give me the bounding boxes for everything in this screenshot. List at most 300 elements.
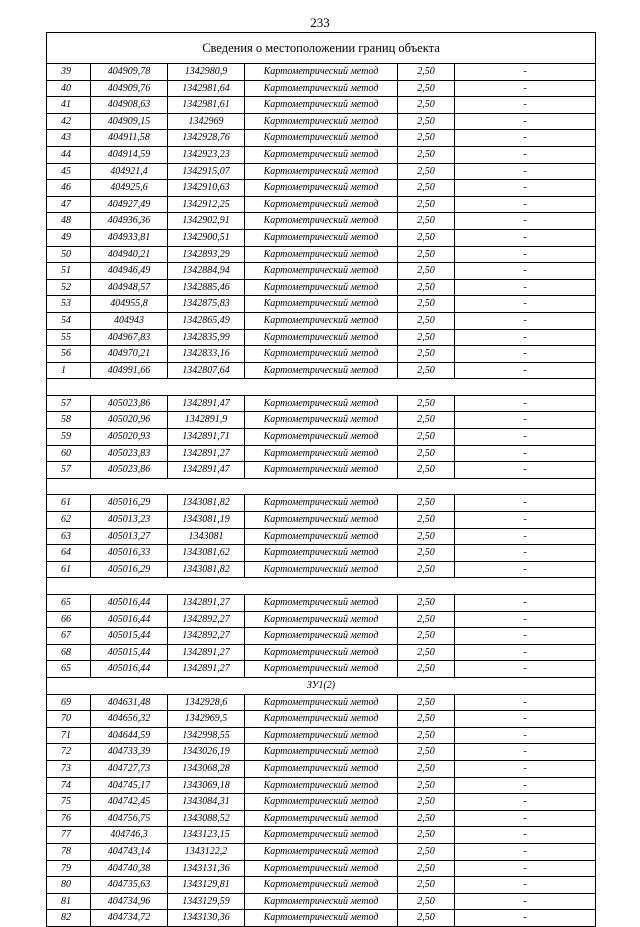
point-number-cell: 78: [47, 844, 91, 860]
y-coordinate-cell: 1342884,94: [168, 263, 245, 279]
description-cell: -: [523, 713, 527, 725]
y-coordinate-cell: 1342900,51: [168, 230, 245, 246]
y-coordinate-cell: 1343081: [168, 529, 245, 545]
x-coordinate-cell: 404735,63: [91, 877, 168, 893]
accuracy-cell: 2,50: [398, 213, 455, 229]
method-cell: Картометрический метод: [245, 628, 398, 644]
point-number-cell: 71: [47, 728, 91, 744]
point-number-cell: 43: [47, 130, 91, 146]
point-number-cell: 80: [47, 877, 91, 893]
method-cell: Картометрический метод: [245, 844, 398, 860]
accuracy-cell: 2,50: [398, 595, 455, 611]
accuracy-cell: 2,50: [398, 645, 455, 661]
y-coordinate-cell: 1343129,81: [168, 877, 245, 893]
point-number-cell: 48: [47, 213, 91, 229]
method-cell: Картометрический метод: [245, 877, 398, 893]
method-cell: Картометрический метод: [245, 894, 398, 910]
description-cell: -: [523, 497, 527, 509]
method-cell: Картометрический метод: [245, 545, 398, 561]
accuracy-cell: 2,50: [398, 877, 455, 893]
table-row: [47, 910, 595, 926]
table-row: [47, 495, 595, 512]
accuracy-cell: 2,50: [398, 313, 455, 329]
accuracy-cell: 2,50: [398, 81, 455, 97]
separator-row: [47, 379, 595, 396]
point-number-cell: 51: [47, 263, 91, 279]
description-cell: -: [523, 414, 527, 426]
point-number-cell: 39: [47, 64, 91, 80]
point-number-cell: 46: [47, 180, 91, 196]
method-cell: Картометрический метод: [245, 180, 398, 196]
x-coordinate-cell: 404936,36: [91, 213, 168, 229]
method-cell: Картометрический метод: [245, 744, 398, 760]
x-coordinate-cell: 404656,32: [91, 711, 168, 727]
x-coordinate-cell: 405023,83: [91, 446, 168, 462]
x-coordinate-cell: 404967,83: [91, 330, 168, 346]
x-coordinate-cell: 405016,33: [91, 545, 168, 561]
x-coordinate-cell: 405016,44: [91, 661, 168, 677]
point-number-cell: 70: [47, 711, 91, 727]
accuracy-cell: 2,50: [398, 545, 455, 561]
method-cell: Картометрический метод: [245, 562, 398, 578]
description-cell: -: [523, 613, 527, 625]
y-coordinate-cell: 1343081,62: [168, 545, 245, 561]
method-cell: Картометрический метод: [245, 595, 398, 611]
description-cell: -: [523, 447, 527, 459]
point-number-cell: 55: [47, 330, 91, 346]
y-coordinate-cell: 1343026,19: [168, 744, 245, 760]
point-number-cell: 68: [47, 645, 91, 661]
point-number-cell: 63: [47, 529, 91, 545]
table-row: [47, 164, 595, 181]
y-coordinate-cell: 1343122,2: [168, 844, 245, 860]
table-row: [47, 230, 595, 247]
table-row: [47, 661, 595, 678]
point-number-cell: 59: [47, 429, 91, 445]
accuracy-cell: 2,50: [398, 462, 455, 478]
y-coordinate-cell: 1343129,59: [168, 894, 245, 910]
table-row: [47, 728, 595, 745]
method-cell: Картометрический метод: [245, 645, 398, 661]
table-row: [47, 462, 595, 479]
method-cell: Картометрический метод: [245, 827, 398, 843]
table-row: [47, 512, 595, 529]
description-cell: -: [523, 198, 527, 210]
point-number-cell: 73: [47, 761, 91, 777]
table-row: [47, 628, 595, 645]
point-number-cell: 72: [47, 744, 91, 760]
point-number-cell: 52: [47, 280, 91, 296]
accuracy-cell: 2,50: [398, 64, 455, 80]
description-cell: -: [523, 99, 527, 111]
description-cell: -: [523, 281, 527, 293]
table-row: [47, 844, 595, 861]
table-row: [47, 263, 595, 280]
y-coordinate-cell: 1342923,23: [168, 147, 245, 163]
accuracy-cell: 2,50: [398, 728, 455, 744]
description-cell: -: [523, 148, 527, 160]
description-cell: -: [523, 796, 527, 808]
accuracy-cell: 2,50: [398, 114, 455, 130]
x-coordinate-cell: 404745,17: [91, 778, 168, 794]
method-cell: Картометрический метод: [245, 711, 398, 727]
y-coordinate-cell: 1342891,27: [168, 661, 245, 677]
y-coordinate-cell: 1343081,19: [168, 512, 245, 528]
boundary-table: [46, 32, 596, 927]
x-coordinate-cell: 405020,93: [91, 429, 168, 445]
point-number-cell: 57: [47, 396, 91, 412]
point-number-cell: 82: [47, 910, 91, 926]
y-coordinate-cell: 1342891,47: [168, 396, 245, 412]
method-cell: Картометрический метод: [245, 728, 398, 744]
method-cell: Картометрический метод: [245, 761, 398, 777]
method-cell: Картометрический метод: [245, 164, 398, 180]
table-row: [47, 114, 595, 131]
method-cell: Картометрический метод: [245, 247, 398, 263]
method-cell: Картометрический метод: [245, 462, 398, 478]
separator-row: [47, 578, 595, 595]
description-cell: -: [523, 331, 527, 343]
description-cell: -: [523, 563, 527, 575]
y-coordinate-cell: 1342910,63: [168, 180, 245, 196]
table-row: [47, 894, 595, 911]
table-row: [47, 761, 595, 778]
y-coordinate-cell: 1343084,31: [168, 794, 245, 810]
x-coordinate-cell: 405015,44: [91, 645, 168, 661]
y-coordinate-cell: 1342998,55: [168, 728, 245, 744]
method-cell: Картометрический метод: [245, 495, 398, 511]
y-coordinate-cell: 1343081,82: [168, 495, 245, 511]
accuracy-cell: 2,50: [398, 894, 455, 910]
x-coordinate-cell: 404734,96: [91, 894, 168, 910]
accuracy-cell: 2,50: [398, 263, 455, 279]
table-row: [47, 744, 595, 761]
method-cell: Картометрический метод: [245, 147, 398, 163]
x-coordinate-cell: 404911,58: [91, 130, 168, 146]
point-number-cell: 44: [47, 147, 91, 163]
accuracy-cell: 2,50: [398, 446, 455, 462]
description-cell: -: [523, 729, 527, 741]
description-cell: -: [523, 779, 527, 791]
method-cell: Картометрический метод: [245, 130, 398, 146]
separator-row: [47, 479, 595, 496]
accuracy-cell: 2,50: [398, 811, 455, 827]
y-coordinate-cell: 1343130,36: [168, 910, 245, 926]
description-cell: -: [523, 547, 527, 559]
y-coordinate-cell: 1342891,71: [168, 429, 245, 445]
accuracy-cell: 2,50: [398, 280, 455, 296]
table-row: [47, 612, 595, 629]
method-cell: Картометрический метод: [245, 313, 398, 329]
y-coordinate-cell: 1342969: [168, 114, 245, 130]
method-cell: Картометрический метод: [245, 412, 398, 428]
description-cell: -: [523, 115, 527, 127]
description-cell: -: [523, 597, 527, 608]
accuracy-cell: 2,50: [398, 247, 455, 263]
table-row: [47, 180, 595, 197]
x-coordinate-cell: 404940,21: [91, 247, 168, 263]
y-coordinate-cell: 1342969,5: [168, 711, 245, 727]
method-cell: Картометрический метод: [245, 296, 398, 312]
y-coordinate-cell: 1342891,27: [168, 446, 245, 462]
x-coordinate-cell: 404991,66: [91, 363, 168, 379]
x-coordinate-cell: 404756,75: [91, 811, 168, 827]
description-cell: -: [523, 165, 527, 177]
x-coordinate-cell: 404927,49: [91, 197, 168, 213]
y-coordinate-cell: 1342891,27: [168, 595, 245, 611]
point-number-cell: 61: [47, 562, 91, 578]
table-row: [47, 811, 595, 828]
accuracy-cell: 2,50: [398, 744, 455, 760]
accuracy-cell: 2,50: [398, 562, 455, 578]
description-cell: -: [523, 397, 527, 409]
x-coordinate-cell: 404740,38: [91, 861, 168, 877]
accuracy-cell: 2,50: [398, 910, 455, 926]
description-cell: -: [523, 66, 527, 77]
table-row: [47, 827, 595, 844]
description-cell: -: [523, 845, 527, 857]
point-number-cell: 58: [47, 412, 91, 428]
x-coordinate-cell: 404955,8: [91, 296, 168, 312]
x-coordinate-cell: 404943: [91, 313, 168, 329]
accuracy-cell: 2,50: [398, 197, 455, 213]
accuracy-cell: 2,50: [398, 363, 455, 379]
table-row: [47, 296, 595, 313]
description-cell: -: [523, 762, 527, 774]
description-cell: -: [523, 314, 527, 326]
x-coordinate-cell: 405023,86: [91, 396, 168, 412]
y-coordinate-cell: 1342833,16: [168, 346, 245, 362]
method-cell: Картометрический метод: [245, 280, 398, 296]
method-cell: Картометрический метод: [245, 64, 398, 80]
point-number-cell: 47: [47, 197, 91, 213]
accuracy-cell: 2,50: [398, 778, 455, 794]
method-cell: Картометрический метод: [245, 97, 398, 113]
table-row: [47, 97, 595, 114]
description-cell: -: [523, 431, 527, 443]
method-cell: Картометрический метод: [245, 661, 398, 677]
table-row: [47, 595, 595, 612]
point-number-cell: 57: [47, 462, 91, 478]
method-cell: Картометрический метод: [245, 263, 398, 279]
table-row: [47, 313, 595, 330]
accuracy-cell: 2,50: [398, 230, 455, 246]
table-row: [47, 429, 595, 446]
point-number-cell: 62: [47, 512, 91, 528]
description-cell: -: [523, 630, 527, 642]
table-row: [47, 280, 595, 297]
description-cell: -: [523, 912, 527, 924]
accuracy-cell: 2,50: [398, 695, 455, 711]
y-coordinate-cell: 1342885,46: [168, 280, 245, 296]
point-number-cell: 66: [47, 612, 91, 628]
y-coordinate-cell: 1342865,49: [168, 313, 245, 329]
accuracy-cell: 2,50: [398, 628, 455, 644]
x-coordinate-cell: 405016,44: [91, 595, 168, 611]
x-coordinate-cell: 405013,23: [91, 512, 168, 528]
x-coordinate-cell: 404909,15: [91, 114, 168, 130]
accuracy-cell: 2,50: [398, 711, 455, 727]
x-coordinate-cell: 405016,29: [91, 495, 168, 511]
accuracy-cell: 2,50: [398, 661, 455, 677]
table-body: [47, 64, 595, 926]
method-cell: Картометрический метод: [245, 230, 398, 246]
accuracy-cell: 2,50: [398, 495, 455, 511]
point-number-cell: 76: [47, 811, 91, 827]
point-number-cell: 65: [47, 661, 91, 677]
table-row: [47, 130, 595, 147]
table-row: [47, 645, 595, 662]
y-coordinate-cell: 1342891,27: [168, 645, 245, 661]
table-row: [47, 545, 595, 562]
description-cell: -: [523, 132, 527, 144]
table-row: [47, 247, 595, 264]
method-cell: Картометрический метод: [245, 363, 398, 379]
y-coordinate-cell: 1343131,36: [168, 861, 245, 877]
y-coordinate-cell: 1342912,25: [168, 197, 245, 213]
description-cell: -: [523, 464, 527, 476]
method-cell: Картометрический метод: [245, 81, 398, 97]
y-coordinate-cell: 1343081,82: [168, 562, 245, 578]
x-coordinate-cell: 404925,6: [91, 180, 168, 196]
x-coordinate-cell: 404909,76: [91, 81, 168, 97]
y-coordinate-cell: 1342980,9: [168, 64, 245, 80]
method-cell: Картометрический метод: [245, 396, 398, 412]
point-number-cell: 74: [47, 778, 91, 794]
point-number-cell: 79: [47, 861, 91, 877]
method-cell: Картометрический метод: [245, 512, 398, 528]
point-number-cell: 40: [47, 81, 91, 97]
table-row: [47, 861, 595, 878]
accuracy-cell: 2,50: [398, 164, 455, 180]
x-coordinate-cell: 404742,45: [91, 794, 168, 810]
accuracy-cell: 2,50: [398, 844, 455, 860]
table-row: [47, 363, 595, 380]
description-cell: -: [523, 298, 527, 310]
x-coordinate-cell: 404946,49: [91, 263, 168, 279]
table-row: [47, 412, 595, 429]
point-number-cell: 65: [47, 595, 91, 611]
description-cell: -: [523, 364, 527, 376]
accuracy-cell: 2,50: [398, 180, 455, 196]
y-coordinate-cell: 1342835,99: [168, 330, 245, 346]
method-cell: Картометрический метод: [245, 695, 398, 711]
table-row: [47, 711, 595, 728]
x-coordinate-cell: 404933,81: [91, 230, 168, 246]
accuracy-cell: 2,50: [398, 147, 455, 163]
table-row: [47, 64, 595, 81]
method-cell: Картометрический метод: [245, 330, 398, 346]
accuracy-cell: 2,50: [398, 529, 455, 545]
y-coordinate-cell: 1343088,52: [168, 811, 245, 827]
table-row: [47, 346, 595, 363]
table-row: [47, 446, 595, 463]
accuracy-cell: 2,50: [398, 512, 455, 528]
description-cell: -: [523, 215, 527, 227]
y-coordinate-cell: 1342902,91: [168, 213, 245, 229]
table-row: [47, 330, 595, 347]
x-coordinate-cell: 404914,59: [91, 147, 168, 163]
point-number-cell: 64: [47, 545, 91, 561]
x-coordinate-cell: 404908,63: [91, 97, 168, 113]
method-cell: Картометрический метод: [245, 778, 398, 794]
point-number-cell: 54: [47, 313, 91, 329]
y-coordinate-cell: 1342807,64: [168, 363, 245, 379]
point-number-cell: 69: [47, 695, 91, 711]
description-cell: -: [523, 248, 527, 260]
accuracy-cell: 2,50: [398, 130, 455, 146]
method-cell: Картометрический метод: [245, 114, 398, 130]
y-coordinate-cell: 1342893,29: [168, 247, 245, 263]
method-cell: Картометрический метод: [245, 861, 398, 877]
description-cell: -: [523, 663, 527, 675]
description-cell: -: [523, 746, 527, 758]
table-row: [47, 396, 595, 413]
description-cell: -: [523, 82, 527, 94]
point-number-cell: 49: [47, 230, 91, 246]
y-coordinate-cell: 1342915,07: [168, 164, 245, 180]
description-cell: -: [523, 696, 527, 708]
x-coordinate-cell: 404727,73: [91, 761, 168, 777]
accuracy-cell: 2,50: [398, 396, 455, 412]
method-cell: Картометрический метод: [245, 612, 398, 628]
description-cell: -: [523, 812, 527, 824]
y-coordinate-cell: 1343069,18: [168, 778, 245, 794]
description-cell: -: [523, 348, 527, 360]
table-row: [47, 562, 595, 579]
x-coordinate-cell: 405020,96: [91, 412, 168, 428]
method-cell: Картометрический метод: [245, 910, 398, 926]
point-number-cell: 61: [47, 495, 91, 511]
method-cell: Картометрический метод: [245, 197, 398, 213]
x-coordinate-cell: 404743,14: [91, 844, 168, 860]
accuracy-cell: 2,50: [398, 612, 455, 628]
point-number-cell: 45: [47, 164, 91, 180]
table-row: [47, 213, 595, 230]
x-coordinate-cell: 404909,78: [91, 64, 168, 80]
table-row: [47, 529, 595, 546]
y-coordinate-cell: 1342981,64: [168, 81, 245, 97]
description-cell: -: [523, 514, 527, 526]
accuracy-cell: 2,50: [398, 412, 455, 428]
accuracy-cell: 2,50: [398, 429, 455, 445]
table-row: [47, 695, 595, 712]
table-row: [47, 147, 595, 164]
description-cell: -: [523, 879, 527, 891]
x-coordinate-cell: 404644,59: [91, 728, 168, 744]
description-cell: -: [523, 646, 527, 658]
accuracy-cell: 2,50: [398, 794, 455, 810]
method-cell: Картометрический метод: [245, 429, 398, 445]
method-cell: Картометрический метод: [245, 346, 398, 362]
x-coordinate-cell: 405013,27: [91, 529, 168, 545]
accuracy-cell: 2,50: [398, 97, 455, 113]
table-row: [47, 794, 595, 811]
method-cell: Картометрический метод: [245, 811, 398, 827]
method-cell: Картометрический метод: [245, 529, 398, 545]
point-number-cell: 50: [47, 247, 91, 263]
point-number-cell: 53: [47, 296, 91, 312]
table-row: [47, 197, 595, 214]
point-number-cell: 42: [47, 114, 91, 130]
description-cell: -: [523, 231, 527, 243]
x-coordinate-cell: 404631,48: [91, 695, 168, 711]
x-coordinate-cell: 404970,21: [91, 346, 168, 362]
y-coordinate-cell: 1342875,83: [168, 296, 245, 312]
method-cell: Картометрический метод: [245, 794, 398, 810]
table-row: [47, 81, 595, 98]
accuracy-cell: 2,50: [398, 761, 455, 777]
